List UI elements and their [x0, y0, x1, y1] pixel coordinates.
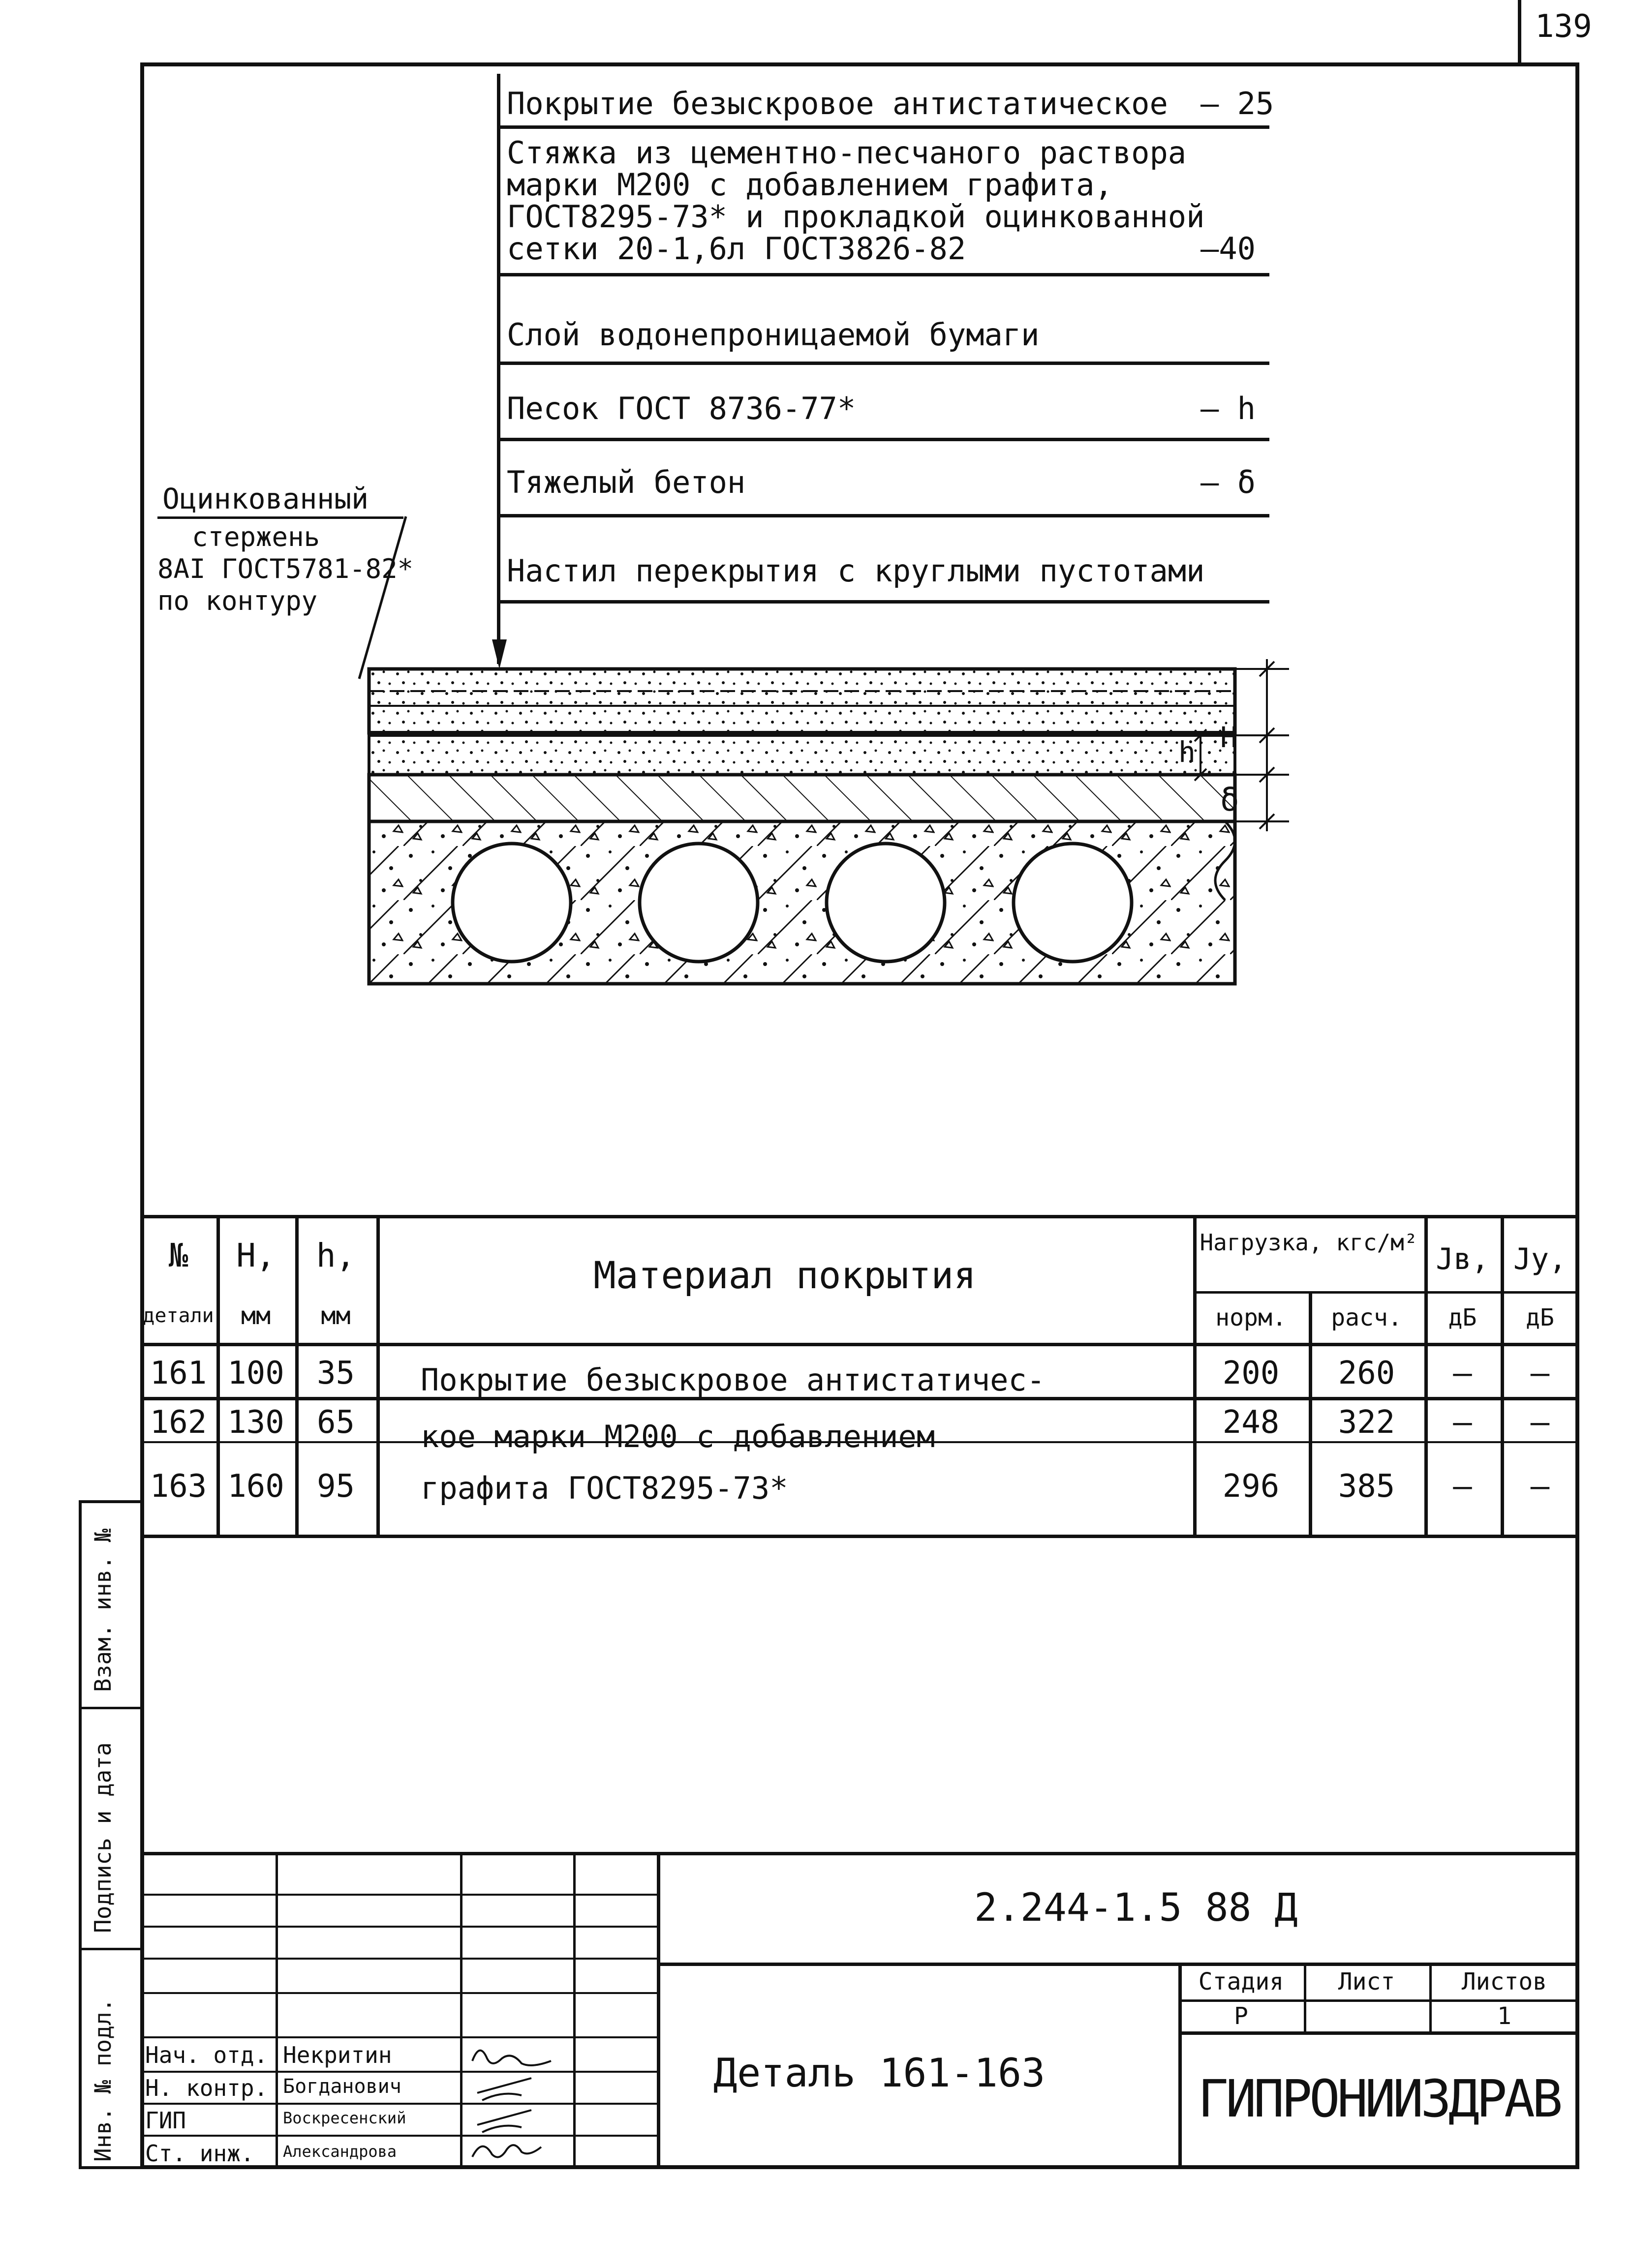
- side-label-podpis: Подпись и дата: [90, 1742, 116, 1933]
- row-2-jv: —: [1453, 1404, 1472, 1441]
- hdr-h: h,: [316, 1237, 356, 1274]
- row-1-jy: —: [1530, 1355, 1550, 1391]
- row-3-calc: 385: [1338, 1468, 1395, 1505]
- signer-1-name: Некритин: [283, 2042, 392, 2068]
- row-3-jv: —: [1453, 1468, 1472, 1505]
- signer-3-role: ГИП: [145, 2107, 186, 2134]
- rod-note-line-2: стержень: [192, 521, 320, 552]
- table-header-bottom: [140, 1343, 1579, 1346]
- layer-3-label: Слой водонепроницаемой бумаги: [507, 317, 1040, 353]
- side-divider-1: [79, 1707, 144, 1709]
- material-line-3: графита ГОСТ8295-73*: [421, 1470, 788, 1506]
- row-1-H: 100: [227, 1355, 284, 1391]
- material-line-1: Покрытие безыскровое антистатичес-: [421, 1362, 1046, 1398]
- sheets-value: 1: [1497, 2002, 1511, 2030]
- row-2-H: 130: [227, 1404, 284, 1441]
- stage-value: Р: [1234, 2002, 1248, 2030]
- hdr-H: H,: [236, 1237, 276, 1274]
- signer-row-7: [140, 2103, 657, 2105]
- signer-row-4: [140, 1992, 657, 1994]
- drawing-title: Деталь 161-163: [713, 2050, 1046, 2096]
- layer-5-label: Тяжелый бетон: [507, 464, 746, 500]
- hdr-jv-unit: дБ: [1448, 1304, 1477, 1331]
- title-block-left-divider: [657, 1852, 660, 2169]
- layer-6-underline: [497, 600, 1269, 604]
- hdr-h-unit: мм: [321, 1301, 351, 1330]
- layer-1-label: Покрытие безыскровое антистатическое: [507, 86, 1168, 121]
- row-2-norm: 248: [1222, 1404, 1280, 1441]
- rod-note-line-1: Оцинкованный: [162, 482, 369, 515]
- floor-section-drawing: [344, 630, 1309, 1023]
- signer-4-role: Ст. инж.: [145, 2140, 254, 2167]
- signer-row-3: [140, 1958, 657, 1960]
- row-1-num: 161: [150, 1355, 207, 1391]
- stage-row-divider: [1178, 1999, 1579, 2002]
- signer-4-name: Александрова: [283, 2142, 397, 2161]
- signer-2-role: Н. контр.: [145, 2075, 268, 2101]
- layer-6-label: Настил перекрытия с круглыми пустотами: [507, 553, 1205, 589]
- row-1-h: 35: [316, 1355, 355, 1391]
- layer-1-underline: [497, 125, 1269, 129]
- hdr-H-unit: мм: [241, 1301, 271, 1330]
- row-3-norm: 296: [1222, 1468, 1280, 1505]
- layer-5-underline: [497, 514, 1269, 517]
- side-label-inv-podl: Инв. № подл.: [90, 1998, 116, 2162]
- signer-col-3: [573, 1852, 576, 2169]
- row-2-num: 162: [150, 1404, 207, 1441]
- side-label-vzam: Взам. инв. №: [90, 1528, 116, 1692]
- material-line-2: кое марки М200 с добавлением: [421, 1419, 935, 1454]
- rod-note-line-4: по контуру: [157, 585, 318, 616]
- signer-row-1: [140, 1894, 657, 1896]
- dim-label-H: H: [1220, 721, 1237, 754]
- signer-2-name: Богданович: [283, 2075, 401, 2098]
- callout-leader: [497, 74, 500, 664]
- row-1-norm: 200: [1222, 1355, 1280, 1391]
- row-1-jv: —: [1453, 1355, 1472, 1391]
- signer-row-6: [140, 2071, 657, 2073]
- layer-4-label: Песок ГОСТ 8736-77*: [507, 391, 856, 426]
- row-3-H: 160: [227, 1468, 284, 1505]
- layer-4-value: — h: [1200, 391, 1256, 426]
- row-2-jy: —: [1530, 1404, 1550, 1441]
- layer-2-line-1: Стяжка из цементно-песчаного раствора: [507, 135, 1187, 171]
- row-2-calc: 322: [1338, 1404, 1395, 1441]
- hdr-material: Материал покрытия: [593, 1253, 976, 1297]
- layer-4-underline: [497, 438, 1269, 441]
- page-number-divider: [1518, 0, 1521, 64]
- hdr-jv: Jв,: [1436, 1242, 1489, 1276]
- title-code-bottom: [657, 1963, 1579, 1966]
- dim-label-delta: δ: [1220, 782, 1239, 818]
- row-2-h: 65: [316, 1404, 355, 1441]
- layer-2-line-2: марки М200 с добавлением графита,: [507, 167, 1113, 203]
- hdr-num-sub: детали: [143, 1304, 214, 1327]
- table-top-line: [140, 1215, 1579, 1218]
- dim-label-h: h: [1178, 735, 1196, 769]
- layer-3-underline: [497, 362, 1269, 365]
- layer-2-line-3: ГОСТ8295-73* и прокладкой оцинкованной: [507, 199, 1205, 235]
- side-divider-2: [79, 1948, 144, 1950]
- sheet-label: Лист: [1338, 1968, 1395, 1996]
- org-name: ГИПРОНИИЗДРАВ: [1198, 2069, 1560, 2129]
- layer-2-value: —40: [1200, 231, 1256, 267]
- load-header-divider: [1193, 1291, 1579, 1294]
- signer-row-2: [140, 1926, 657, 1928]
- table-bottom-line: [140, 1535, 1579, 1538]
- row-3-jy: —: [1530, 1468, 1550, 1505]
- stage-label: Стадия: [1198, 1968, 1284, 1996]
- signatures: [467, 2039, 571, 2169]
- title-org-divider: [1178, 1963, 1182, 2169]
- layer-2-line-4: сетки 20-1,6л ГОСТ3826-82: [507, 231, 966, 267]
- signer-3-name: Воскресенский: [283, 2109, 406, 2127]
- layer-5-value: — δ: [1200, 464, 1256, 500]
- stage-block-bottom: [1178, 2031, 1579, 2035]
- sheets-label: Листов: [1461, 1968, 1547, 1996]
- hdr-load: Нагрузка, кгс/м²: [1200, 1229, 1418, 1256]
- signer-1-role: Нач. отд.: [145, 2042, 268, 2068]
- hdr-jy-unit: дБ: [1526, 1304, 1554, 1331]
- page-number: 139: [1535, 8, 1592, 45]
- signer-col-1: [276, 1852, 278, 2169]
- title-block-top: [140, 1852, 1579, 1855]
- hdr-jy: Jу,: [1513, 1242, 1567, 1276]
- hdr-norm: норм.: [1215, 1304, 1287, 1331]
- hdr-num: №: [168, 1237, 188, 1274]
- rod-note-line-3: 8АI ГОСТ5781-82*: [157, 553, 414, 584]
- layer-1-value: — 25: [1200, 86, 1274, 121]
- hdr-calc: расч.: [1331, 1304, 1402, 1331]
- signer-col-2: [460, 1852, 462, 2169]
- signer-row-5: [140, 2036, 657, 2038]
- row-1-calc: 260: [1338, 1355, 1395, 1391]
- layer-2-underline: [497, 273, 1269, 276]
- row-3-h: 95: [316, 1468, 355, 1505]
- doc-code: 2.244-1.5 88 Д: [974, 1886, 1298, 1930]
- signer-row-8: [140, 2135, 657, 2137]
- row-3-num: 163: [150, 1468, 207, 1505]
